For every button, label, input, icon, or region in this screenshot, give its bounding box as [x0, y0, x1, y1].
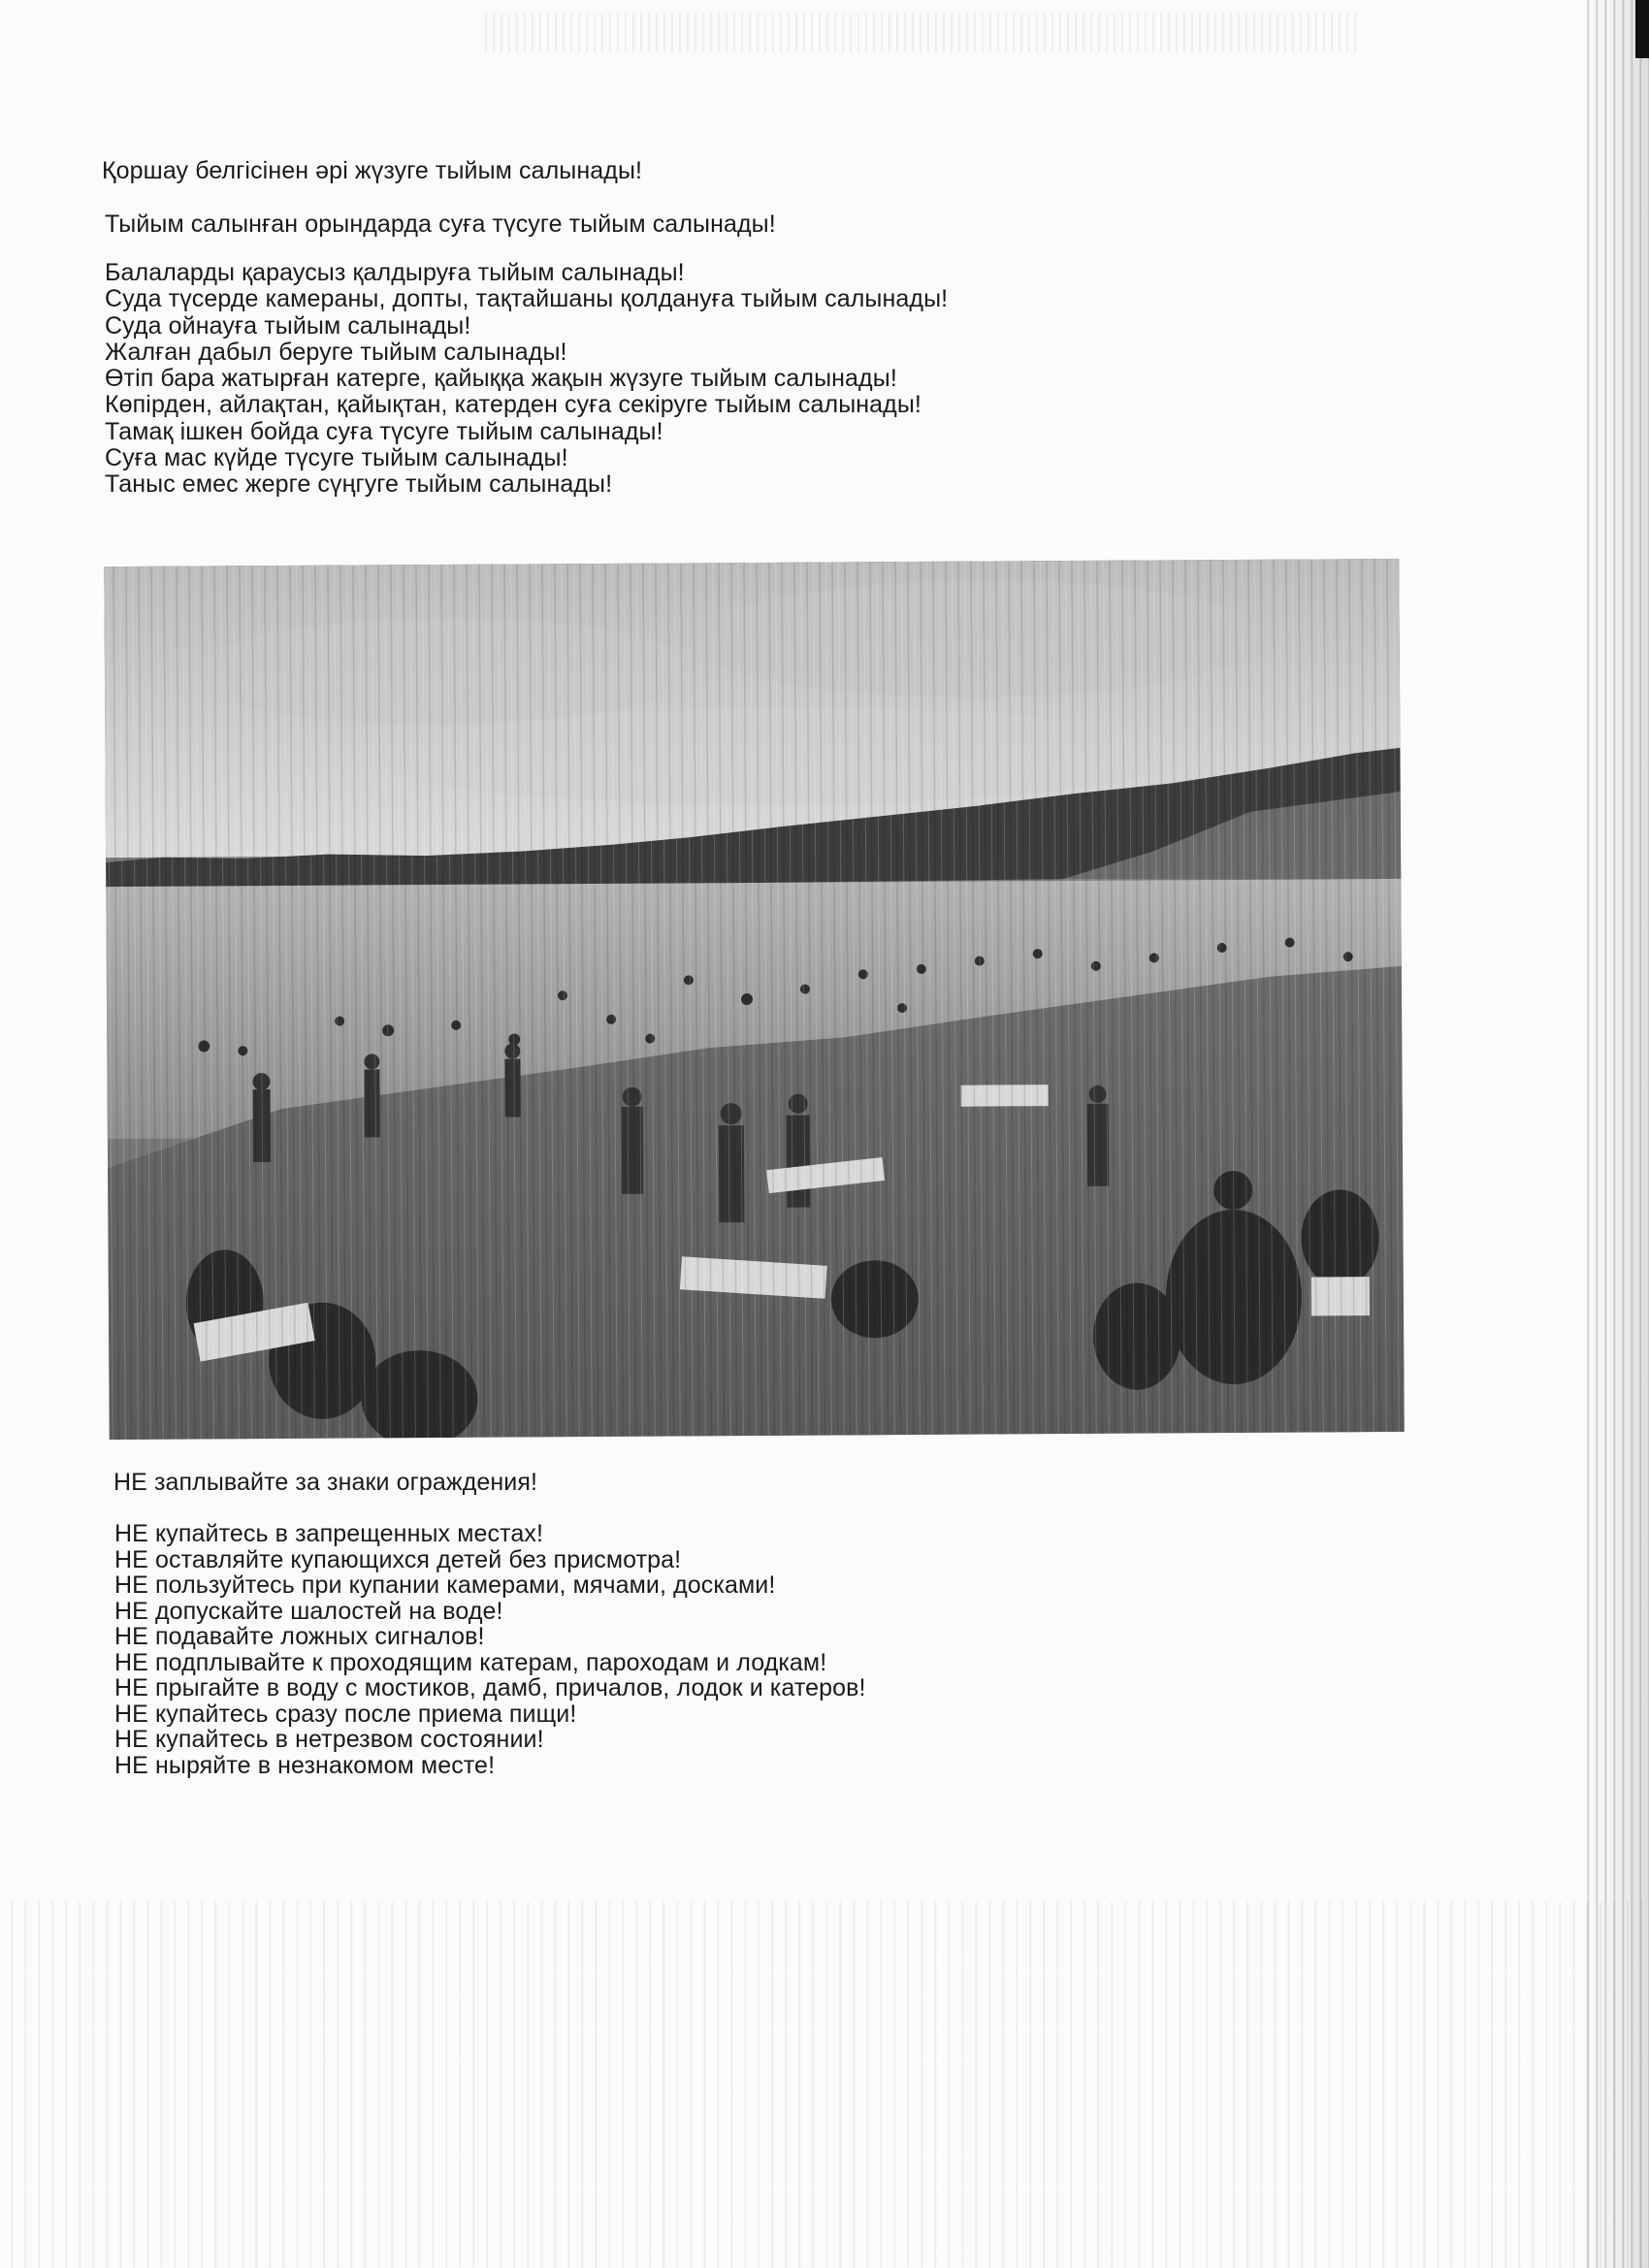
- russian-rule-line: НЕ купайтесь сразу после приема пищи!: [114, 1700, 577, 1728]
- scan-artifact-top: [485, 14, 1358, 52]
- kazakh-rule-line: Суда ойнауға тыйым салынады!: [105, 311, 471, 340]
- russian-rule-line: НЕ допускайте шалостей на воде!: [114, 1597, 503, 1625]
- russian-rule-line: НЕ купайтесь в нетрезвом состоянии!: [114, 1726, 544, 1753]
- kazakh-rule-line: Таныс емес жерге сүңгуге тыйым салынады!: [105, 470, 613, 499]
- russian-rule-line: НЕ прыгайте в воду с мостиков, дамб, причалов, лодок и катеров!: [114, 1674, 866, 1701]
- russian-rules-group-1: [113, 1470, 537, 1495]
- russian-rule-line: НЕ купайтесь в запрещенных местах!: [114, 1520, 544, 1547]
- kazakh-rule-line: Қоршау белгісінен әрі жүзуге тыйым салынады!: [102, 157, 643, 184]
- russian-rule-line: НЕ подавайте ложных сигналов!: [114, 1623, 485, 1650]
- kazakh-rule-line: Тыйым салынған орындарда суға түсуге тыйым салынады!: [105, 211, 776, 238]
- russian-rule-line: НЕ ныряйте в незнакомом месте!: [114, 1751, 496, 1779]
- russian-rule-line: НЕ пользуйтесь при купании камерами, мячами, досками!: [114, 1571, 776, 1599]
- scan-artifact-bottom: [0, 1901, 1649, 2268]
- russian-rules-group-2: [114, 1521, 866, 1778]
- beach-photo-illustration: [104, 559, 1404, 1440]
- kazakh-rules-group-1: [102, 158, 642, 183]
- kazakh-rule-line: Суға мас күйде түсуге тыйым салынады!: [105, 444, 568, 472]
- kazakh-rule-line: Жалған дабыл беруге тыйым салынады!: [105, 338, 567, 366]
- russian-rule-line: НЕ подплывайте к проходящим катерам, пароходам и лодкам!: [114, 1648, 827, 1676]
- kazakh-rules-group-2: [105, 211, 776, 237]
- kazakh-rule-line: Көпірден, айлақтан, қайықтан, катерден суға секіруге тыйым салынады!: [105, 391, 922, 419]
- kazakh-rule-line: Өтіп бара жатырған катерге, қайыққа жақын жүзуге тыйым салынады!: [105, 365, 897, 393]
- russian-rule-line: НЕ заплывайте за знаки ограждения!: [113, 1469, 538, 1496]
- beach-photo: [104, 559, 1404, 1440]
- russian-rule-line: НЕ оставляйте купающихся детей без присмотра!: [114, 1545, 682, 1573]
- kazakh-rules-group-3: [105, 260, 948, 499]
- kazakh-rule-line: Балаларды қараусыз қалдыруға тыйым салынады!: [105, 259, 685, 286]
- kazakh-rule-line: Тамақ ішкен бойда суға түсуге тыйым салынады!: [105, 417, 663, 445]
- kazakh-rule-line: Суда түсерде камераны, допты, тақтайшаны қолдануға тыйым салынады!: [105, 285, 949, 313]
